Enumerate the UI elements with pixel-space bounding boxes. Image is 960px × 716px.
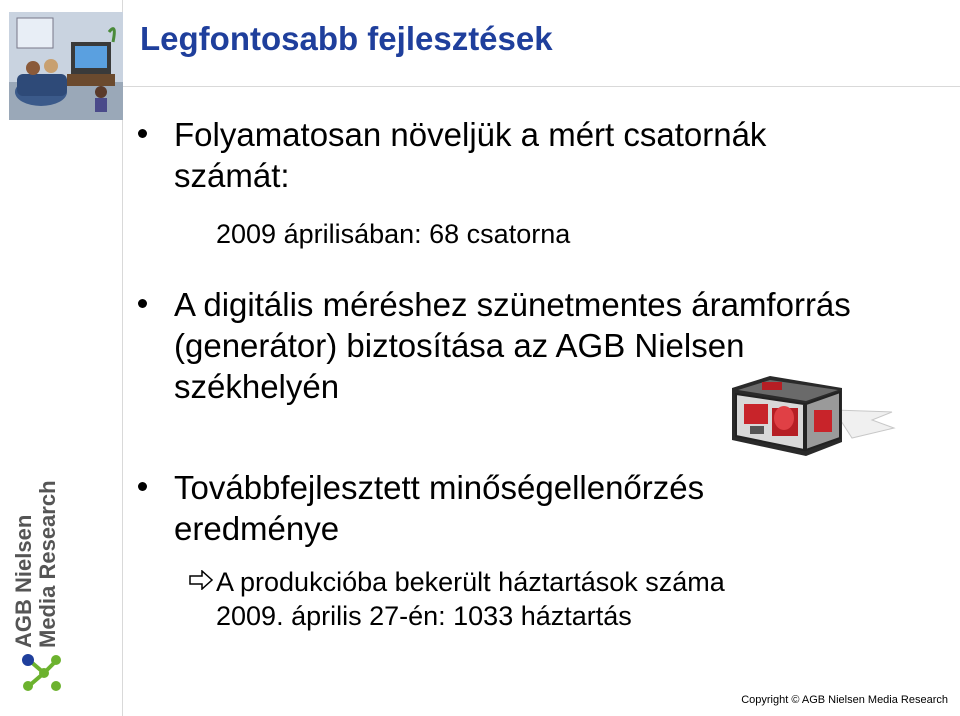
brand-name-vertical bbox=[12, 480, 60, 648]
bullet-text: A digitális méréshez szünetmentes áramforrás (generátor) biztosítása az AGB Nielsen székhelyén bbox=[174, 286, 851, 405]
tv-viewers-clipart bbox=[9, 12, 123, 120]
page-title: Legfontosabb fejlesztések bbox=[140, 20, 553, 57]
bullet-text: Továbbfejlesztett minőségellenőrzés eredménye bbox=[174, 469, 705, 547]
brand-line2: Media Research bbox=[35, 480, 60, 648]
sub-item-line1: A produkcióba bekerült háztartások száma bbox=[216, 567, 725, 597]
sub-item-line2: 2009. április 27-én: 1033 háztartás bbox=[216, 601, 632, 631]
brand-line1: AGB Nielsen bbox=[11, 514, 36, 648]
sub-item: 2009 áprilisában: 68 csatorna bbox=[216, 219, 571, 249]
agb-nielsen-logo bbox=[18, 651, 64, 695]
title-divider bbox=[123, 86, 960, 87]
bullet-dot bbox=[138, 299, 147, 308]
bullet-dot bbox=[138, 129, 147, 138]
generator-clipart bbox=[722, 368, 897, 460]
copyright-notice: Copyright © AGB Nielsen Media Research bbox=[741, 694, 948, 706]
arrow-icon bbox=[189, 570, 213, 590]
bullet-text: Folyamatosan növeljük a mért csatornák számát: bbox=[174, 116, 767, 194]
bullet-dot bbox=[138, 482, 147, 491]
